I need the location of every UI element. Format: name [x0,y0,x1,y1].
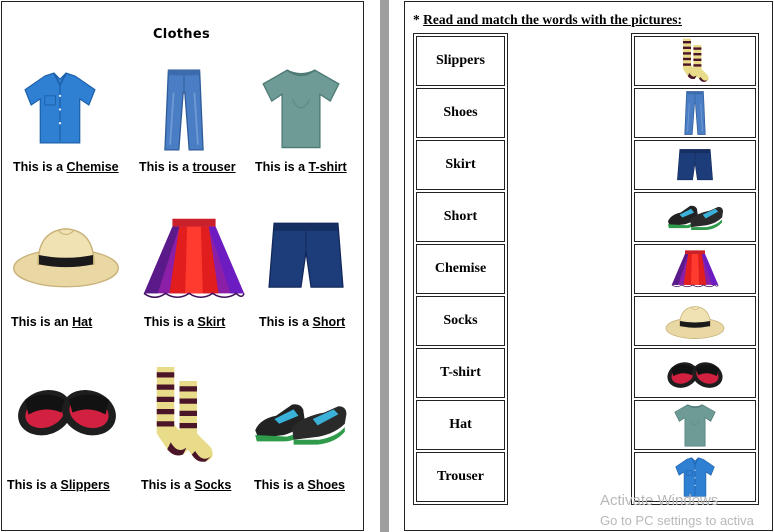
word-cell[interactable]: T-shirt [416,348,505,398]
picture-cell[interactable] [634,244,756,294]
picture-cell[interactable] [634,296,756,346]
caption-hat: This is an Hat [11,315,93,329]
word-cell[interactable]: Short [416,192,505,242]
picture-cell[interactable] [634,140,756,190]
activation-watermark: Activate Windows [600,492,719,509]
tshirt-icon [258,60,344,156]
caption-trouser: This is a trouser [139,160,236,174]
word-cell[interactable]: Hat [416,400,505,450]
word-cell[interactable]: Shoes [416,88,505,138]
shoes-icon [666,197,724,237]
word-cell[interactable]: Slippers [416,36,505,86]
picture-cell[interactable] [634,88,756,138]
caption-tshirt: This is a T-shirt [255,160,347,174]
slippers-icon [12,370,122,448]
caption-socks: This is a Socks [141,478,232,492]
picture-cell[interactable] [634,400,756,450]
jeans-icon [158,64,210,156]
picture-cell[interactable] [634,36,756,86]
caption-slippers: This is a Slippers [7,478,110,492]
skirt-icon [140,214,248,304]
picture-cell[interactable] [634,192,756,242]
hat-icon [664,300,726,342]
caption-short: This is a Short [259,315,346,329]
word-cell[interactable]: Chemise [416,244,505,294]
skirt-icon [670,247,720,291]
exercise-heading: * Read and match the words with the pictures: [413,12,682,27]
slippers-icon [664,351,726,395]
shorts-icon [264,212,348,300]
caption-shoes: This is a Shoes [254,478,346,492]
socks-icon [677,37,713,85]
shoes-icon [252,394,348,452]
tshirt-icon [672,401,718,449]
socks-icon [148,360,218,472]
activation-watermark-sub: Go to PC settings to activa [600,513,754,528]
word-cell[interactable]: Trouser [416,452,505,502]
word-cell[interactable]: Socks [416,296,505,346]
pictures-column [631,33,759,505]
words-column [413,33,508,505]
caption-skirt: This is a Skirt [144,315,226,329]
page-title: Clothes [152,27,211,42]
shorts-icon [675,143,715,187]
picture-cell[interactable] [634,348,756,398]
page-divider [380,0,389,532]
jeans-icon [681,89,709,137]
caption-chemise: This is a Chemise [13,160,119,174]
shirt-icon [22,64,98,152]
hat-icon [10,214,122,296]
word-cell[interactable]: Skirt [416,140,505,190]
